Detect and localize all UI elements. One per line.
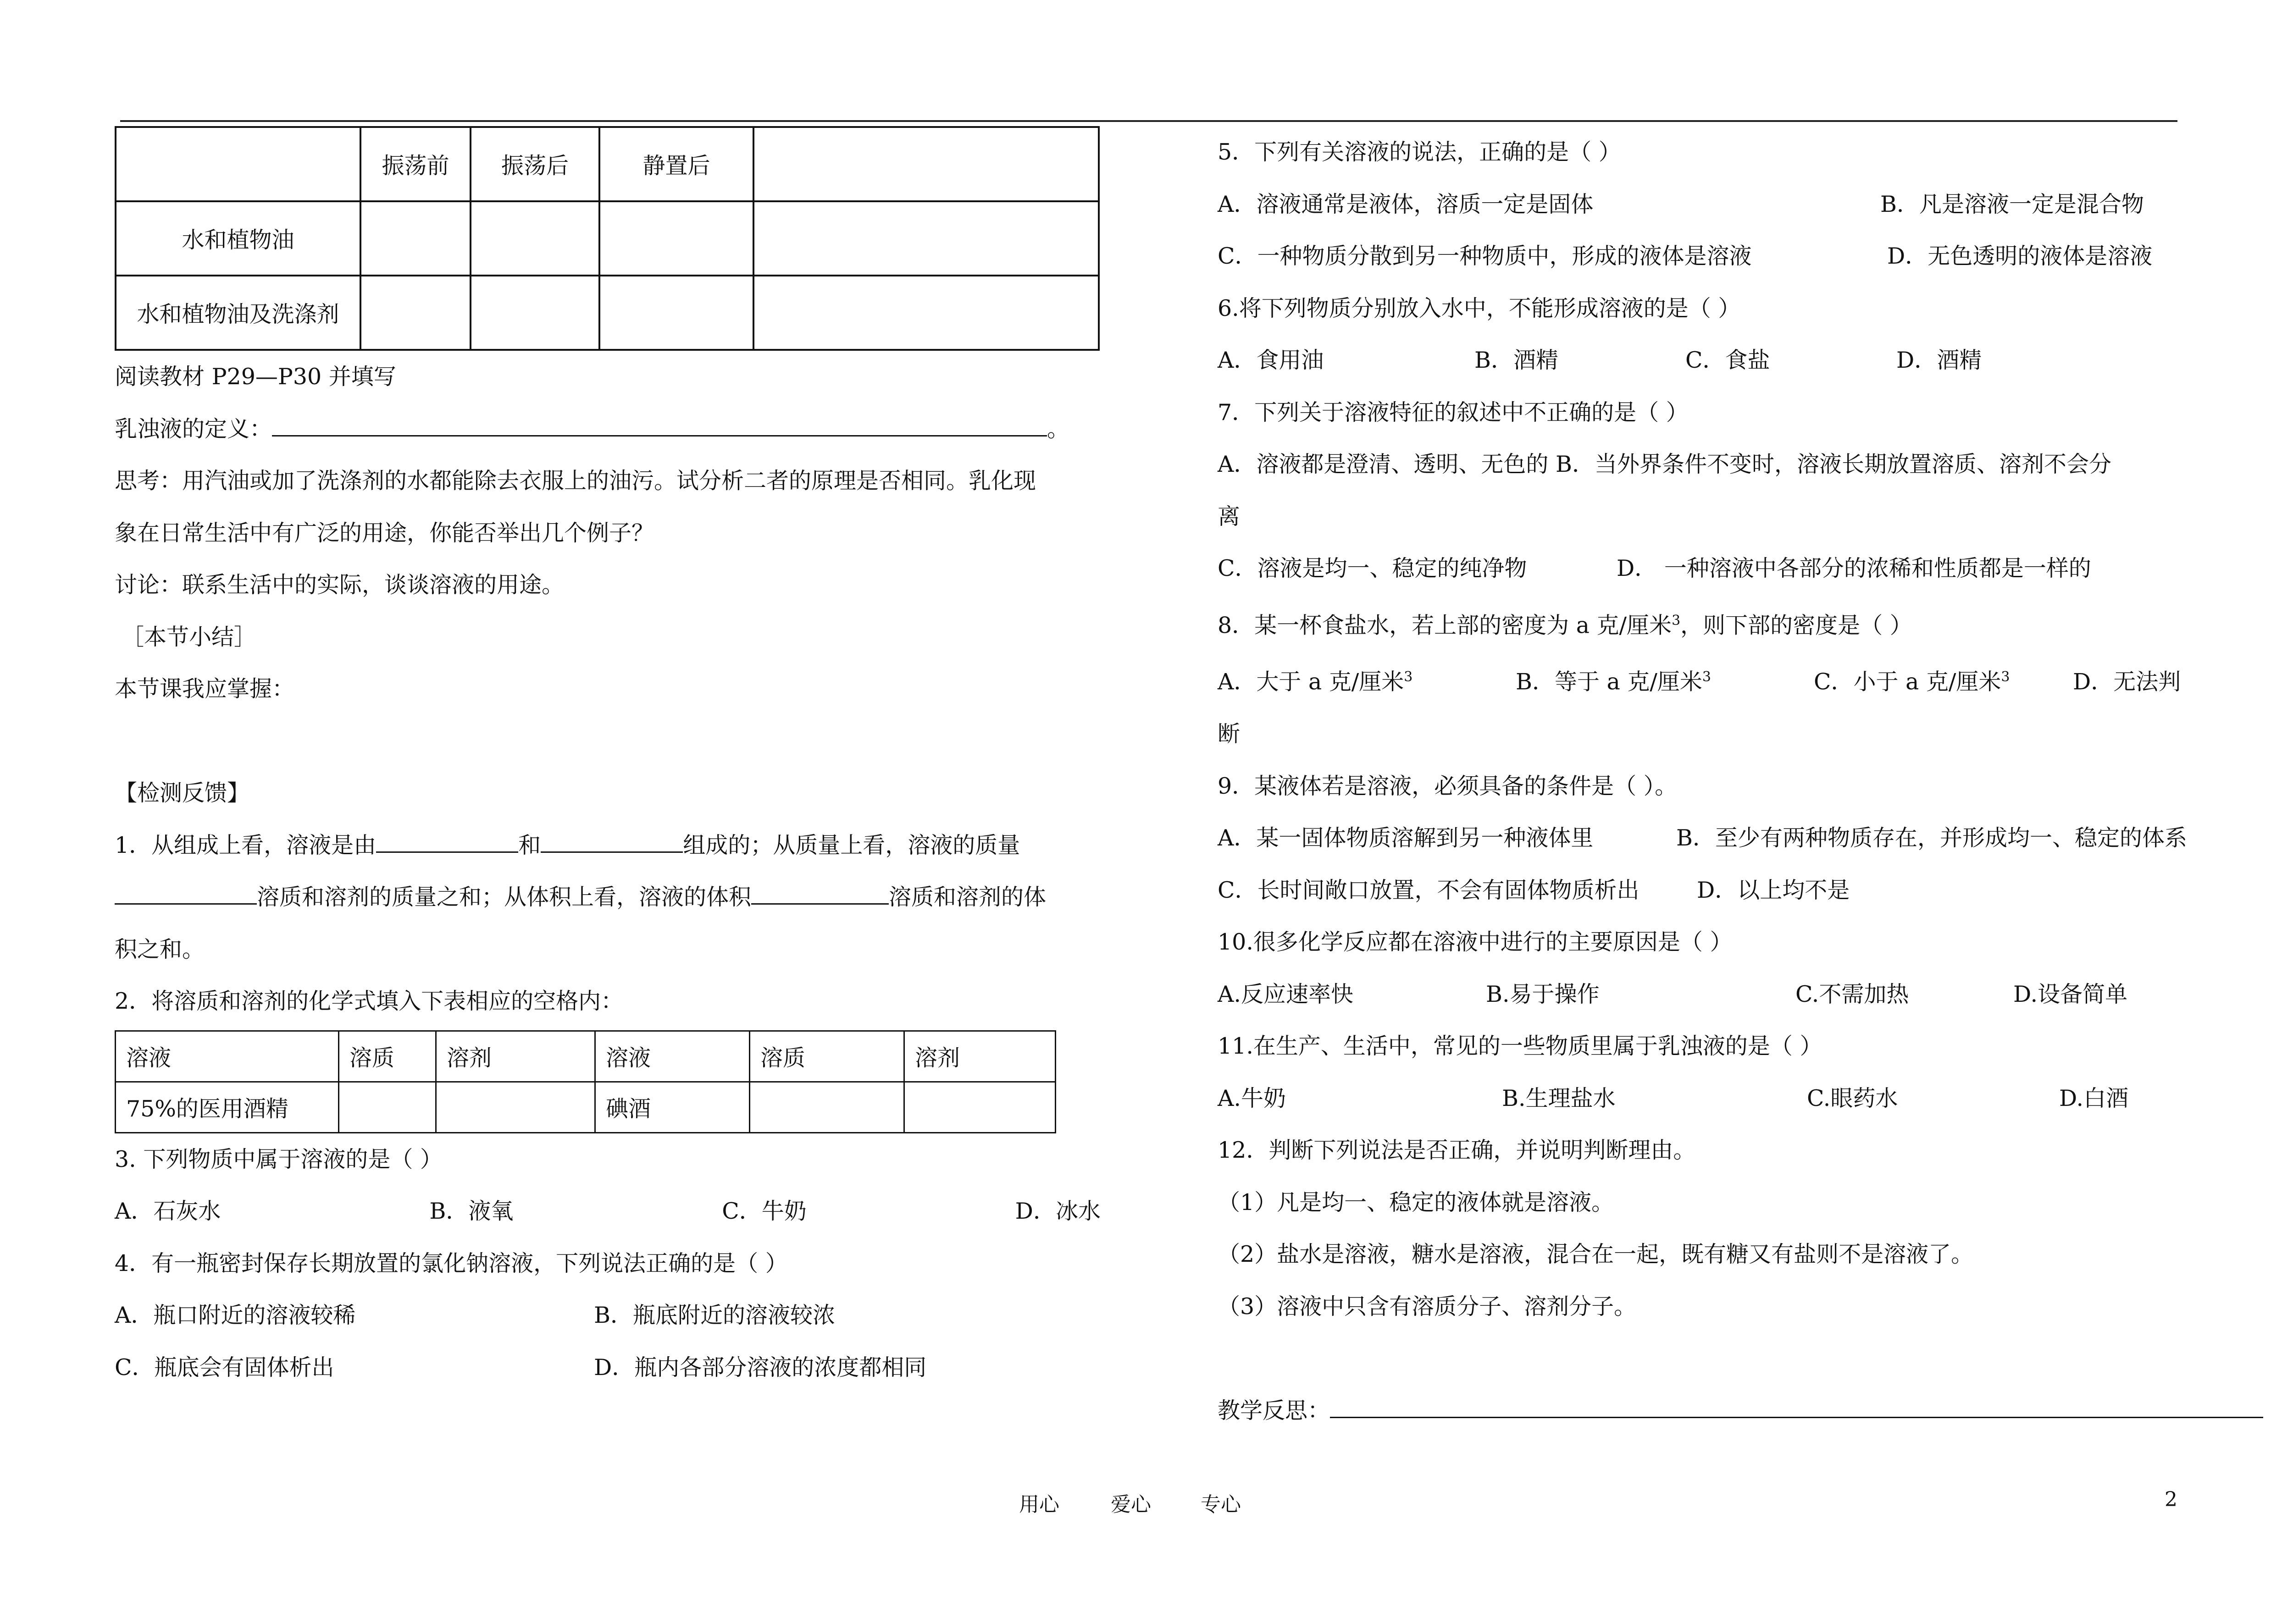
discussion: 讨论：联系生活中的实际，谈谈溶液的用途。 [115,572,565,598]
question-9: 9．某液体若是溶液，必须具备的条件是（ ）。 [1218,773,1678,799]
summary-space [115,715,1101,768]
summary-title: ［本节小结］ [122,624,257,650]
reflection-blank[interactable] [1330,1398,2263,1418]
question-1-line-3: 积之和。 [115,936,205,962]
spacer [1218,1332,2286,1385]
answer-blank[interactable] [541,828,683,853]
question-1-line-1: 1．从组成上看，溶液是由 和 组成的；从质量上看，溶液的质量 [115,819,1101,872]
question-7-options-ab[interactable]: A．溶液都是澄清、透明、无色的 B．当外界条件不变时，溶液长期放置溶质、溶剂不会分 [1218,451,2111,477]
table-row: 水和植物油 [116,201,1099,276]
header-rule [120,120,2177,122]
right-column [1218,126,2286,1436]
question-6-options: A．食用油 B．酒精 C．食盐 D．酒精 [1218,347,1982,373]
table-row: 振荡前 振荡后 静置后 [116,127,1099,201]
table-row: 溶液 溶质 溶剂 溶液 溶质 溶剂 [116,1031,1056,1082]
oscillation-table [115,126,1100,351]
question-12-item-2: （2）盐水是溶液，糖水是溶液，混合在一起，既有糖又有盐则不是溶液了。 [1218,1241,1974,1268]
feedback-title: 【检测反馈】 [115,780,250,806]
emulsion-definition: 乳浊液的定义： 。 [115,403,1101,455]
question-6: 6.将下列物质分别放入水中，不能形成溶液的是（ ） [1218,295,1741,321]
table-row: 水和植物油及洗涤剂 [116,276,1099,350]
question-7-options-ab-cont: 离 [1218,503,1241,530]
question-10-options: A.反应速率快 B.易于操作 C.不需加热 D.设备简单 [1218,981,2128,1007]
question-5: 5．下列有关溶液的说法，正确的是（ ） [1218,139,1621,165]
question-8-options-cont: 断 [1218,721,1241,747]
question-9-options-ab: A．某一固体物质溶解到另一种液体里 B．至少有两种物质存在，并形成均一、稳定的体系 [1218,825,2188,851]
teaching-reflection: 教学反思： [1218,1385,2286,1437]
solute-solvent-table [115,1030,1056,1133]
question-12: 12．判断下列说法是否正确，并说明判断理由。 [1218,1137,1696,1164]
question-7: 7．下列关于溶液特征的叙述中不正确的是（ ） [1218,399,1689,425]
answer-blank[interactable] [751,879,889,905]
answer-blank[interactable] [376,828,518,853]
question-1-line-2: 溶质和溶剂的质量之和；从体积上看，溶液的体积 溶质和溶剂的体 [115,871,1101,923]
footer-motto-2: 爱心 [1111,1493,1151,1516]
question-10: 10.很多化学反应都在溶液中进行的主要原因是（ ） [1218,929,1733,956]
think-line-2: 象在日常生活中有广泛的用途，你能否举出几个例子？ [115,519,654,546]
footer-motto-3: 专心 [1201,1493,1241,1516]
question-8: 8．某一杯食盐水，若上部的密度为 a 克/厘米$^3$，则下部的密度是（ ） [1218,612,1912,638]
reading-instruction: 阅读教材 P29—P30 并填写 [115,364,396,390]
question-5-options-cd: C．一种物质分散到另一种物质中，形成的液体是溶液 D．无色透明的液体是溶液 [1218,243,2153,269]
question-5-options-ab: A．溶液通常是液体，溶质一定是固体 B．凡是溶液一定是混合物 [1218,191,2144,217]
page-number: 2 [2165,1488,2177,1511]
question-11-options: A.牛奶 B.生理盐水 C.眼药水 D.白酒 [1218,1085,2129,1111]
question-4-options-cd: C．瓶底会有固体析出 D．瓶内各部分溶液的浓度都相同 [115,1354,927,1381]
answer-blank[interactable] [115,879,257,905]
question-3: 3. 下列物质中属于溶液的是（ ） [115,1146,443,1172]
summary-text: 本节课我应掌握： [115,676,295,702]
footer-motto-1: 用心 [1019,1493,1059,1516]
question-9-options-cd: C．长时间敞口放置，不会有固体物质析出 D．以上均不是 [1218,877,1850,903]
question-4: 4．有一瓶密封保存长期放置的氯化钠溶液，下列说法正确的是（ ） [115,1250,788,1276]
table-row: 75%的医用酒精 碘酒 [116,1082,1056,1132]
definition-blank[interactable] [272,411,1047,436]
question-2: 2．将溶质和溶剂的化学式填入下表相应的空格内： [115,988,624,1014]
think-line-1: 思考：用汽油或加了洗涤剂的水都能除去衣服上的油污。试分析二者的原理是否相同。乳化现 [115,468,1036,494]
question-3-options: A．石灰水 B．液氧 C．牛奶 D．冰水 [115,1198,1101,1224]
question-12-item-1: （1）凡是均一、稳定的液体就是溶液。 [1218,1189,1614,1215]
left-column [115,126,1101,1393]
question-11: 11.在生产、生活中，常见的一些物质里属于乳浊液的是（ ） [1218,1033,1822,1060]
question-4-options-ab: A．瓶口附近的溶液较稀 B．瓶底附近的溶液较浓 [115,1302,836,1328]
question-12-item-3: （3）溶液中只含有溶质分子、溶剂分子。 [1218,1293,1637,1320]
question-8-options: A．大于 a 克/厘米$^3$ B．等于 a 克/厘米$^3$ C．小于 a 克/厘米$^3$ D．无法判 [1218,668,2181,695]
question-7-options-cd: C．溶液是均一、稳定的纯净物 D． 一种溶液中各部分的浓稀和性质都是一样的 [1218,555,2091,581]
